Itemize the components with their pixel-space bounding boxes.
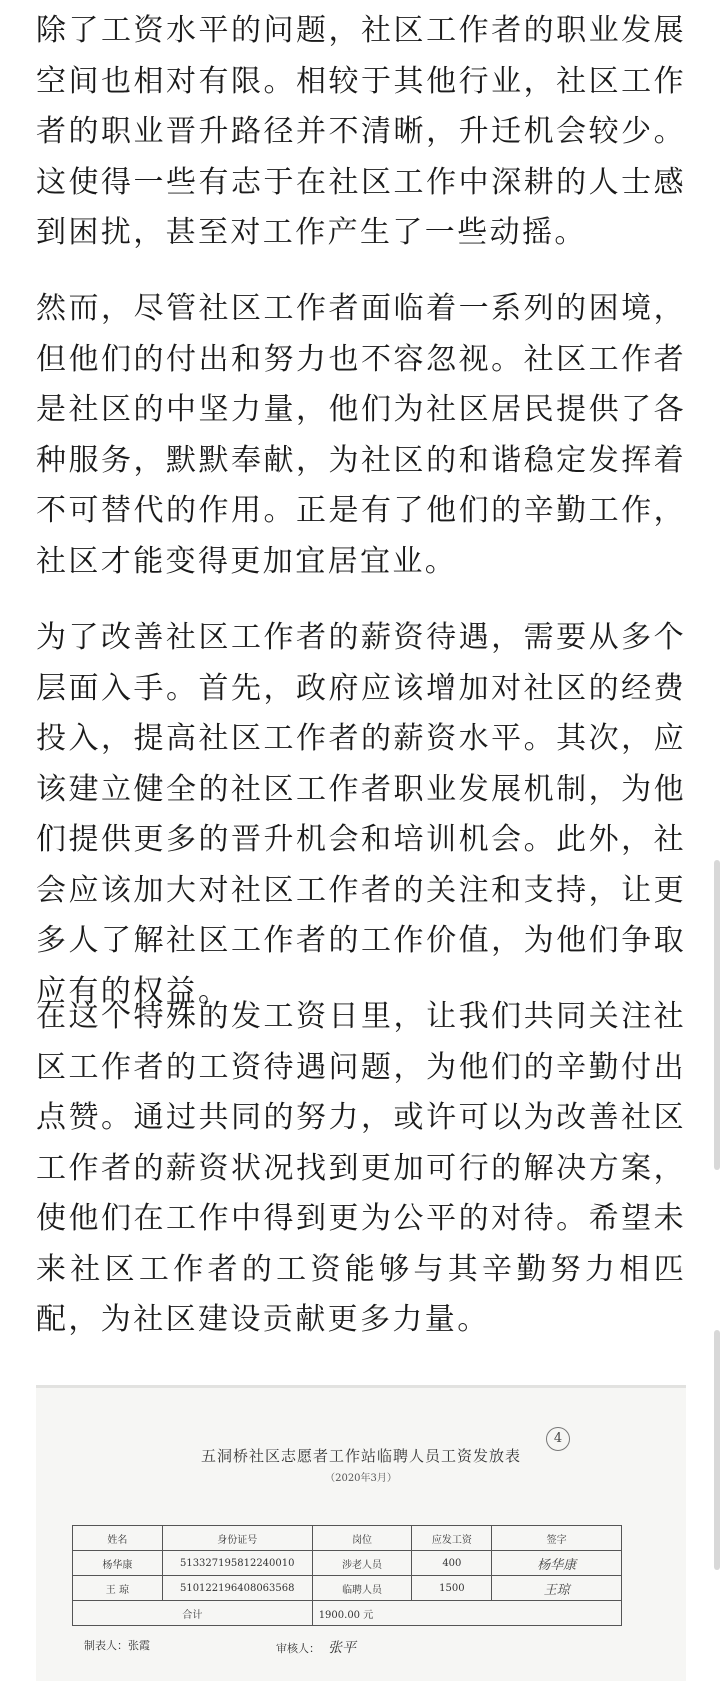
handwritten-signature: 杨华康 — [492, 1551, 622, 1576]
page-number-mark: 4 — [546, 1427, 570, 1451]
total-label: 合计 — [73, 1601, 313, 1626]
table-row — [73, 1551, 622, 1576]
article-paragraph: 除了工资水平的问题，社区工作者的职业发展空间也相对有限。相较于其他行业，社区工作者的职业晋升路径并不清晰，升迁机会较少。这使得一些有志于在社区工作中深耕的人士感到困扰，甚至对工作产生了一些动摇。 — [36, 13, 686, 250]
header-signature: 签字 — [492, 1526, 622, 1551]
table-total-row — [73, 1601, 622, 1626]
scrollbar[interactable] — [714, 1330, 720, 1570]
cell-id: 510122196408063568 — [162, 1576, 312, 1601]
scrollbar[interactable] — [714, 860, 720, 1170]
handwritten-signature: 王琼 — [492, 1576, 622, 1601]
cell-post: 涉老人员 — [312, 1551, 412, 1576]
cell-pay: 1500 — [412, 1576, 492, 1601]
cell-id: 513327195812240010 — [162, 1551, 312, 1576]
table-row — [73, 1576, 622, 1601]
maker-name: 张霞 — [128, 1639, 150, 1652]
header-post: 岗位 — [312, 1526, 412, 1551]
salary-table — [72, 1525, 622, 1626]
article-paragraph: 为了改善社区工作者的薪资待遇，需要从多个层面入手。首先，政府应该增加对社区的经费投入，提高社区工作者的薪资水平。其次，应该建立健全的社区工作者职业发展机制，为他们提供更多的晋升机会和培训机会。此外，社会应该加大对社区工作者的关注和支持，让更多人了解社区工作者的工作价值，为他们争取应有的权益。 — [36, 620, 686, 1009]
header-pay: 应发工资 — [412, 1526, 492, 1551]
header-id: 身份证号 — [162, 1526, 312, 1551]
sheet-title: 五洞桥社区志愿者工作站临聘人员工资发放表 — [200, 1447, 521, 1465]
image-edge — [36, 1385, 686, 1388]
reviewer-label: 审核人： — [276, 1642, 320, 1655]
cell-name: 王 琼 — [73, 1576, 163, 1601]
cell-pay: 400 — [412, 1551, 492, 1576]
article-paragraph: 然而，尽管社区工作者面临着一系列的困境，但他们的付出和努力也不容忽视。社区工作者是社区的中坚力量，他们为社区居民提供了各种服务，默默奉献，为社区的和谐稳定发挥着不可替代的作用。正是有了他们的辛勤工作，社区才能变得更加宜居宜业。 — [36, 291, 686, 579]
total-value: 1900.00 元 — [312, 1601, 621, 1626]
salary-sheet-image — [36, 1385, 686, 1681]
table-header-row — [73, 1526, 622, 1551]
reviewer-signature: 张平 — [328, 1640, 356, 1656]
maker-line — [84, 1637, 150, 1653]
article-paragraph: 在这个特殊的发工资日里，让我们共同关注社区工作者的工资待遇问题，为他们的辛勤付出点赞。通过共同的努力，或许可以为改善社区工作者的薪资状况找到更加可行的解决方案，使他们在工作中得到更为公平的对待。希望未来社区工作者的工资能够与其辛勤努力相匹配，为社区建设贡献更多力量。 — [36, 999, 686, 1337]
header-name: 姓名 — [73, 1526, 163, 1551]
maker-label: 制表人： — [84, 1639, 128, 1652]
cell-post: 临聘人员 — [312, 1576, 412, 1601]
reviewer-line — [276, 1637, 356, 1657]
sheet-subtitle: （2020年3月） — [325, 1473, 397, 1484]
cell-name: 杨华康 — [73, 1551, 163, 1576]
